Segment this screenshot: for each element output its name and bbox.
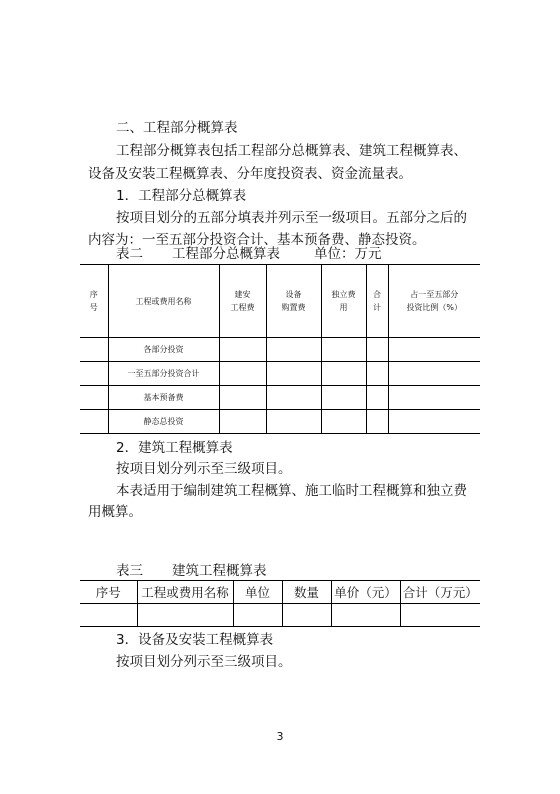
table2-row-label: 各部分投资 — [108, 338, 219, 362]
table3-header-cell: 序号 — [80, 581, 137, 604]
page-number: 3 — [276, 730, 284, 743]
table2-caption-title: 工程部分总概算表 — [172, 246, 280, 262]
table2-header-cell: 工程或费用名称 — [108, 265, 219, 338]
table2 — [80, 264, 480, 434]
table3-header-cell: 单位 — [233, 581, 282, 604]
table2-caption-unit: 单位：万元 — [314, 246, 382, 262]
intro-line-1: 工程部分概算表包括工程部分总概算表、建筑工程概算表、 — [116, 143, 467, 159]
table2-header-cell: 占一至五部分 投资比例（%） — [388, 265, 480, 338]
sub3-heading: 3．设备及安装工程概算表 — [116, 632, 274, 648]
table2-caption-label: 表二 — [116, 246, 143, 262]
table3 — [80, 580, 480, 627]
table2-header-cell: 建安 工程费 — [219, 265, 266, 338]
sub2-heading: 2．建筑工程概算表 — [116, 440, 233, 456]
sub2-line-1: 按项目划分列示至三级项目。 — [116, 461, 292, 477]
table2-header-cell: 设备 购置费 — [266, 265, 321, 338]
table3-caption-title: 建筑工程概算表 — [172, 563, 267, 579]
table2-row-label: 基本预备费 — [108, 386, 219, 410]
table2-header-row — [80, 265, 480, 338]
table3-header-cell: 单价（元） — [331, 581, 400, 604]
table3-header-cell: 数量 — [282, 581, 331, 604]
sub2-line-3: 用概算。 — [88, 504, 142, 520]
table3-header-cell: 工程或费用名称 — [137, 581, 233, 604]
table2-header-cell: 合 计 — [366, 265, 388, 338]
table-row — [80, 362, 480, 386]
table-row — [80, 338, 480, 362]
table2-header-cell: 序 号 — [80, 265, 108, 338]
table3-caption-label: 表三 — [116, 563, 143, 579]
table3-header-cell: 合计（万元） — [400, 581, 480, 604]
table-row — [80, 410, 480, 434]
table3-header-row — [80, 581, 480, 604]
sub2-line-2: 本表适用于编制建筑工程概算、施工临时工程概算和独立费 — [116, 483, 467, 499]
sub1-line-2: 内容为：一至五部分投资合计、基本预备费、静态投资。 — [88, 232, 426, 248]
table2-header-cell: 独立费 用 — [321, 265, 366, 338]
table2-row-label: 一至五部分投资合计 — [108, 362, 219, 386]
sub3-line-1: 按项目划分列示至三级项目。 — [116, 654, 292, 670]
section-heading: 二、工程部分概算表 — [116, 120, 238, 136]
table-row — [80, 386, 480, 410]
table-row — [80, 604, 480, 627]
sub1-line-1: 按项目划分的五部分填表并列示至一级项目。五部分之后的 — [116, 210, 467, 226]
sub1-heading: 1．工程部分总概算表 — [116, 188, 247, 204]
intro-line-2: 设备及安装工程概算表、分年度投资表、资金流量表。 — [88, 166, 412, 182]
table2-row-label: 静态总投资 — [108, 410, 219, 434]
